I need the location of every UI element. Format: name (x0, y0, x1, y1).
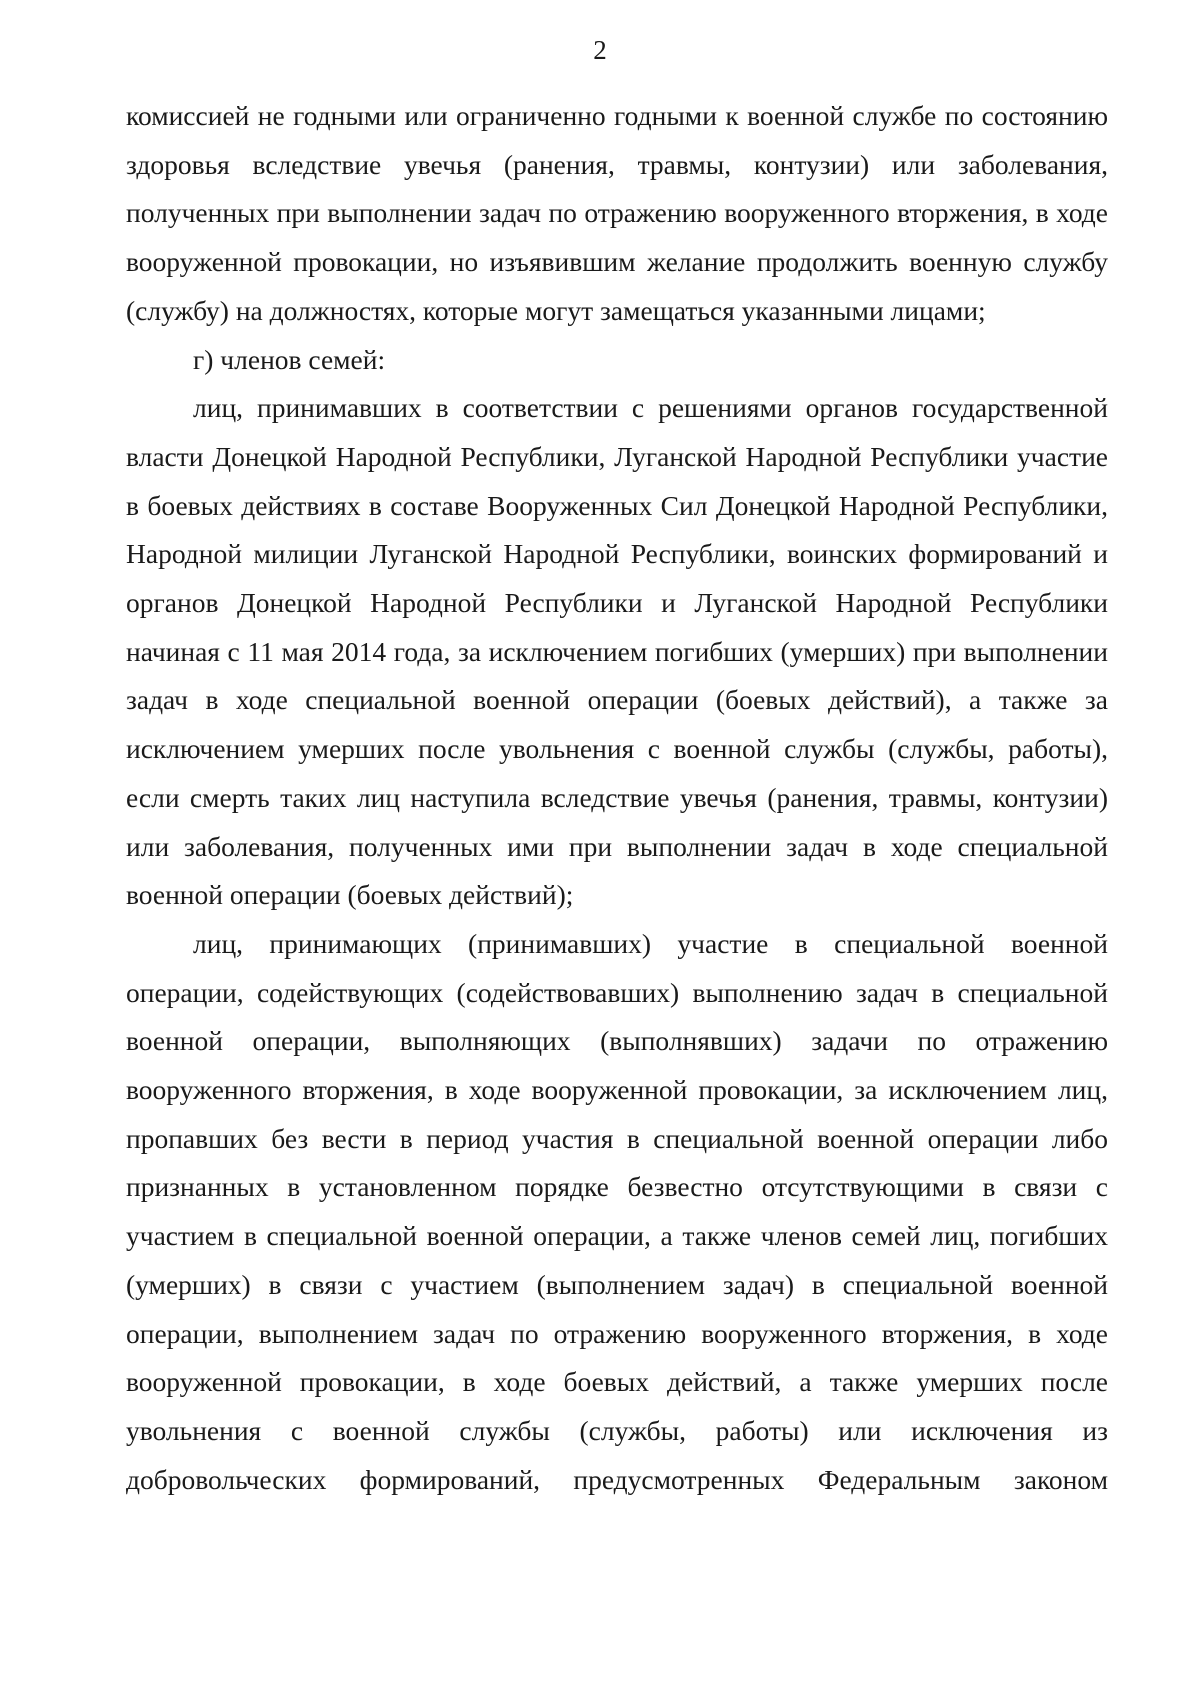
paragraph-family-members-svo: лиц, принимающих (принимавших) участие в специальной военной операции, содействующих (содействовавших) выполнению задач в специальной военной операции, выполняющих (выполнявших) задачи по отражению вооруженного вторжения, в ходе вооруженной провокации, за исключением лиц, пропавших без вести в период участия в специальной военной операции либо признанных в установленном порядке безвестно отсутствующими в связи с участием в специальной военной операции, а также членов семей лиц, погибших (умерших) в связи с участием (выполнением задач) в специальной военной операции, выполнением задач по отражению вооруженного вторжения, в ходе вооруженной провокации, в ходе боевых действий, а также умерших после увольнения с военной службы (службы, работы) или исключения из добровольческих формирований, предусмотренных Федеральным законом (126, 927, 1108, 1495)
paragraph-continuation: комиссией не годными или ограниченно годными к военной службе по состоянию здоровья вследствие увечья (ранения, травмы, контузии) или заболевания, полученных при выполнении задач по отражению вооруженного вторжения, в ходе вооруженной провокации, но изъявившим желание продолжить военную службу (службу) на должностях, которые могут замещаться указанными лицами; (126, 100, 1108, 326)
paragraph-family-members-dpr-lpr: лиц, принимавших в соответствии с решениями органов государственной власти Донецкой Народной Республики, Луганской Народной Республики участие в боевых действиях в составе Вооруженных Сил Донецкой Народной Республики, Народной милиции Луганской Народной Республики, воинских формирований и органов Донецкой Народной Республики и Луганской Народной Республики начиная с 11 мая 2014 года, за исключением погибших (умерших) при выполнении задач в ходе специальной военной операции (боевых действий), а также за исключением умерших после увольнения с военной службы (службы, работы), если смерть таких лиц наступила вследствие увечья (ранения, травмы, контузии) или заболевания, полученных ими при выполнении задач в ходе специальной военной операции (боевых действий); (126, 392, 1108, 911)
page-number: 2 (593, 35, 607, 65)
paragraph-item-g: г) членов семей: (193, 343, 386, 375)
document-body (126, 92, 1108, 1504)
